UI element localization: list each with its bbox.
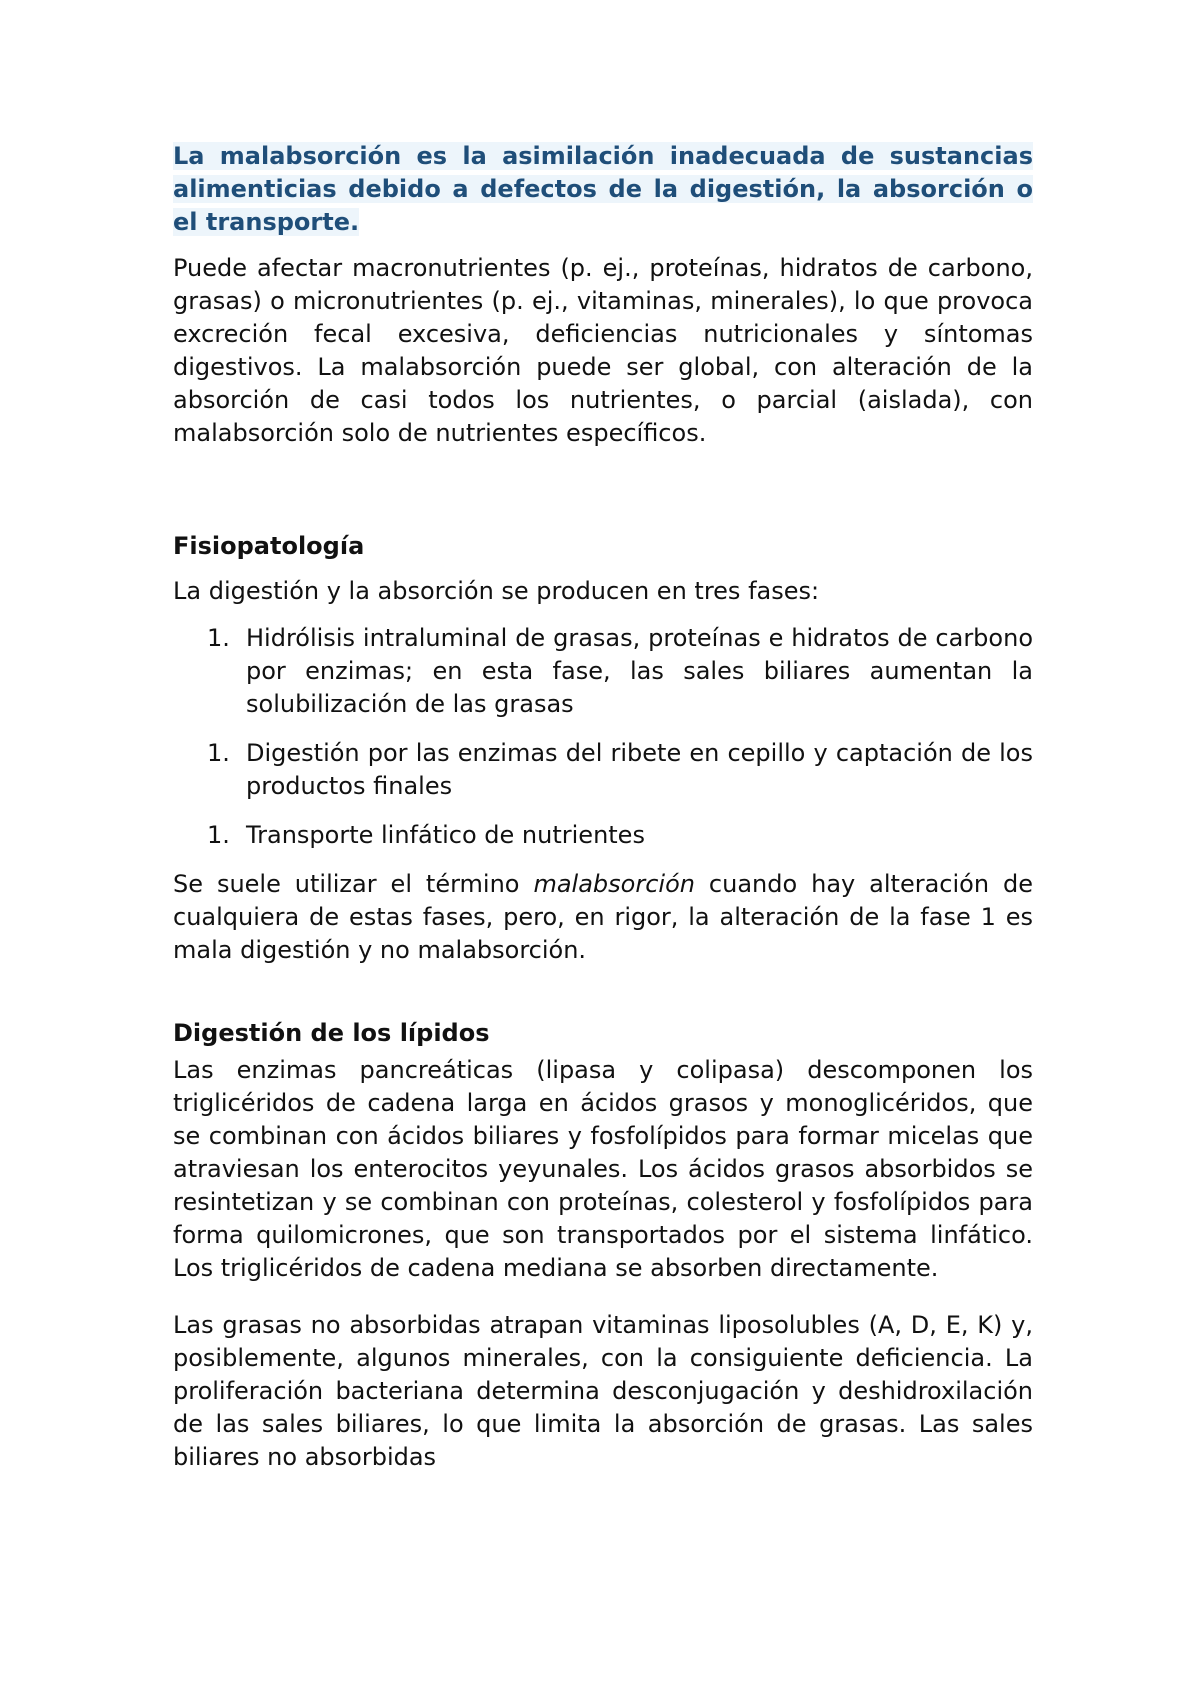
list-item-text: Hidrólisis intraluminal de grasas, proteínas e hidratos de carbono por enzimas; en esta fase, las sales biliares aumentan la solubilización de las grasas bbox=[246, 624, 1033, 718]
lead-sentence bbox=[173, 140, 1033, 239]
term-italic: malabsorción bbox=[533, 870, 695, 898]
lipidos-paragraph-2: Las grasas no absorbidas atrapan vitaminas liposolubles (A, D, E, K) y, posiblemente, algunos minerales, con la consiguiente deficiencia. La proliferación bacteriana determina desconjugación y deshidroxilación de las sales biliares, lo que limita la absorción de grasas. Las sales biliares no absorbidas bbox=[173, 1311, 1033, 1471]
list-item-number: 1. bbox=[207, 739, 230, 767]
lead-highlight: La malabsorción es la asimilación inadecuada de sustancias alimenticias debido a defectos de la digestión, la absorción o el transporte. bbox=[173, 142, 1033, 236]
heading-lipidos: Digestión de los lípidos bbox=[173, 1019, 490, 1047]
lipidos-paragraph-1: Las enzimas pancreáticas (lipasa y colipasa) descomponen los triglicéridos de cadena larga en ácidos grasos y monoglicéridos, que se combinan con ácidos biliares y fosfolípidos para formar micelas que atraviesan los enterocitos yeyunales. Los ácidos grasos absorbidos se resintetizan y se combinan con proteínas, colesterol y fosfolípidos para forma quilomicrones, que son transportados por el sistema linfático. Los triglicéridos de cadena mediana se absorben directamente. bbox=[173, 1056, 1033, 1282]
list-item bbox=[173, 622, 1033, 721]
term-after: cuando hay alteración de cualquiera de estas fases, pero, en rigor, la alteración de la fase 1 es mala digestión y no malabsorción. bbox=[173, 870, 1034, 964]
term-paragraph bbox=[173, 868, 1033, 967]
list-item-number: 1. bbox=[207, 821, 230, 849]
term-before: Se suele utilizar el término bbox=[173, 870, 534, 898]
list-item-text: Digestión por las enzimas del ribete en cepillo y captación de los productos finales bbox=[246, 739, 1033, 800]
heading-fisiopatologia: Fisiopatología bbox=[173, 532, 365, 560]
phases-intro: La digestión y la absorción se producen en tres fases: bbox=[173, 577, 820, 605]
document-page bbox=[173, 140, 1033, 1474]
list-item-number: 1. bbox=[207, 624, 230, 652]
phases-list bbox=[173, 622, 1033, 852]
list-item-text: Transporte linfático de nutrientes bbox=[246, 821, 645, 849]
list-item bbox=[173, 737, 1033, 803]
list-item bbox=[173, 819, 1033, 852]
intro-paragraph: Puede afectar macronutrientes (p. ej., proteínas, hidratos de carbono, grasas) o micronutrientes (p. ej., vitaminas, minerales), lo que provoca excreción fecal excesiva, deficiencias nutricionales y síntomas digestivos. La malabsorción puede ser global, con alteración de la absorción de casi todos los nutrientes, o parcial (aislada), con malabsorción solo de nutrientes específicos. bbox=[173, 254, 1033, 447]
